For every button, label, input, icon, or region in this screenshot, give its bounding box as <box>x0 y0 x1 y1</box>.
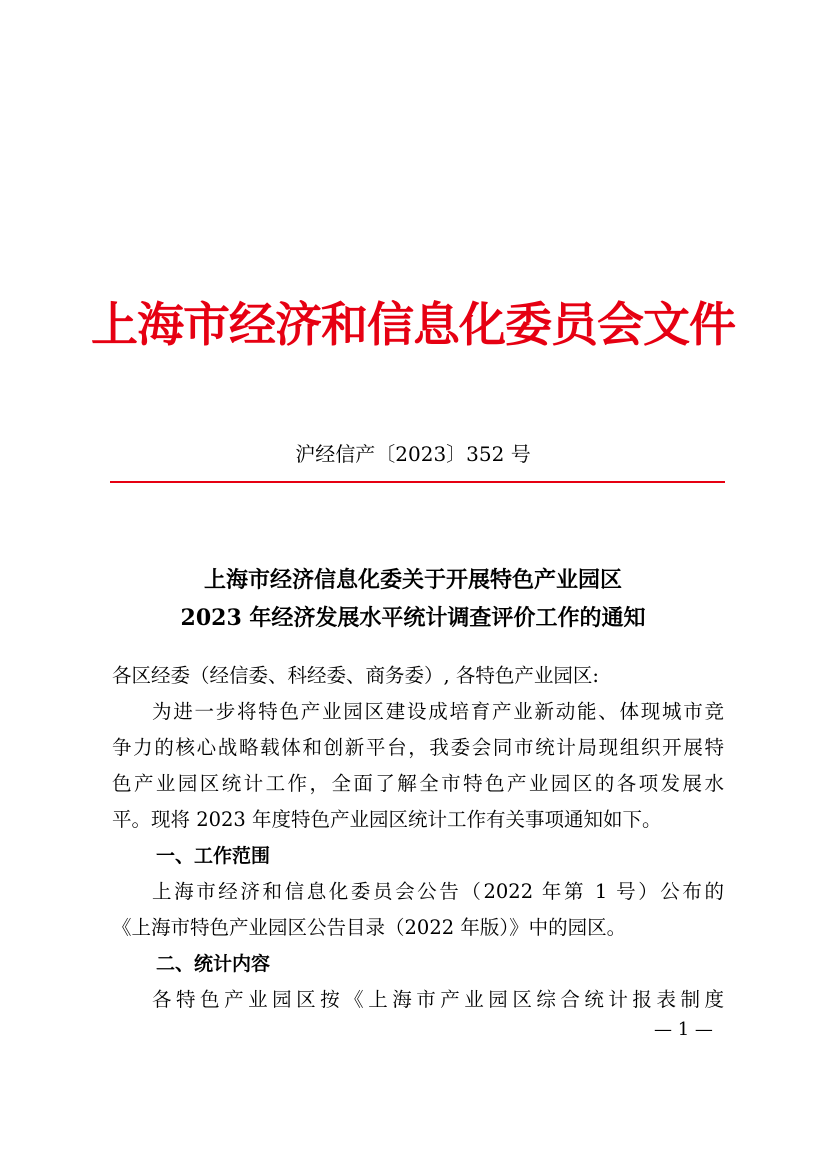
red-divider-line <box>110 481 725 483</box>
notice-title-line-2: 2023 年经济发展水平统计调查评价工作的通知 <box>180 605 646 631</box>
section-text-line: 上海市经济和信息化委员会公告（2022 年第 1 号）公布的 <box>152 880 724 903</box>
page-number: — 1 — <box>654 1019 713 1040</box>
notice-title-line-1: 上海市经济信息化委关于开展特色产业园区 <box>203 567 622 593</box>
intro-line: 为进一步将特色产业园区建设成培育产业新动能、体现城市竞 <box>152 700 724 723</box>
section-text-line: 《上海市特色产业园区公告目录（2022 年版）》中的园区。 <box>112 916 627 939</box>
section-heading-content: 二、统计内容 <box>156 953 271 975</box>
intro-line: 争力的核心战略载体和创新平台，我委会同市统计局现组织开展特 <box>112 736 724 759</box>
section-text-line: 各特色产业园区按《上海市产业园区综合统计报表制度 <box>152 988 724 1011</box>
section-heading-scope: 一、工作范围 <box>156 845 271 867</box>
document-body <box>112 658 724 1018</box>
document-number: 沪经信产〔2023〕352 号 <box>295 442 531 466</box>
issuer-header: 上海市经济和信息化委员会文件 <box>91 298 735 353</box>
intro-line: 平。现将 2023 年度特色产业园区统计工作有关事项通知如下。 <box>112 808 662 831</box>
salutation: 各区经委（经信委、科经委、商务委）, 各特色产业园区: <box>112 664 599 687</box>
intro-line: 色产业园区统计工作，全面了解全市特色产业园区的各项发展水 <box>112 772 724 795</box>
